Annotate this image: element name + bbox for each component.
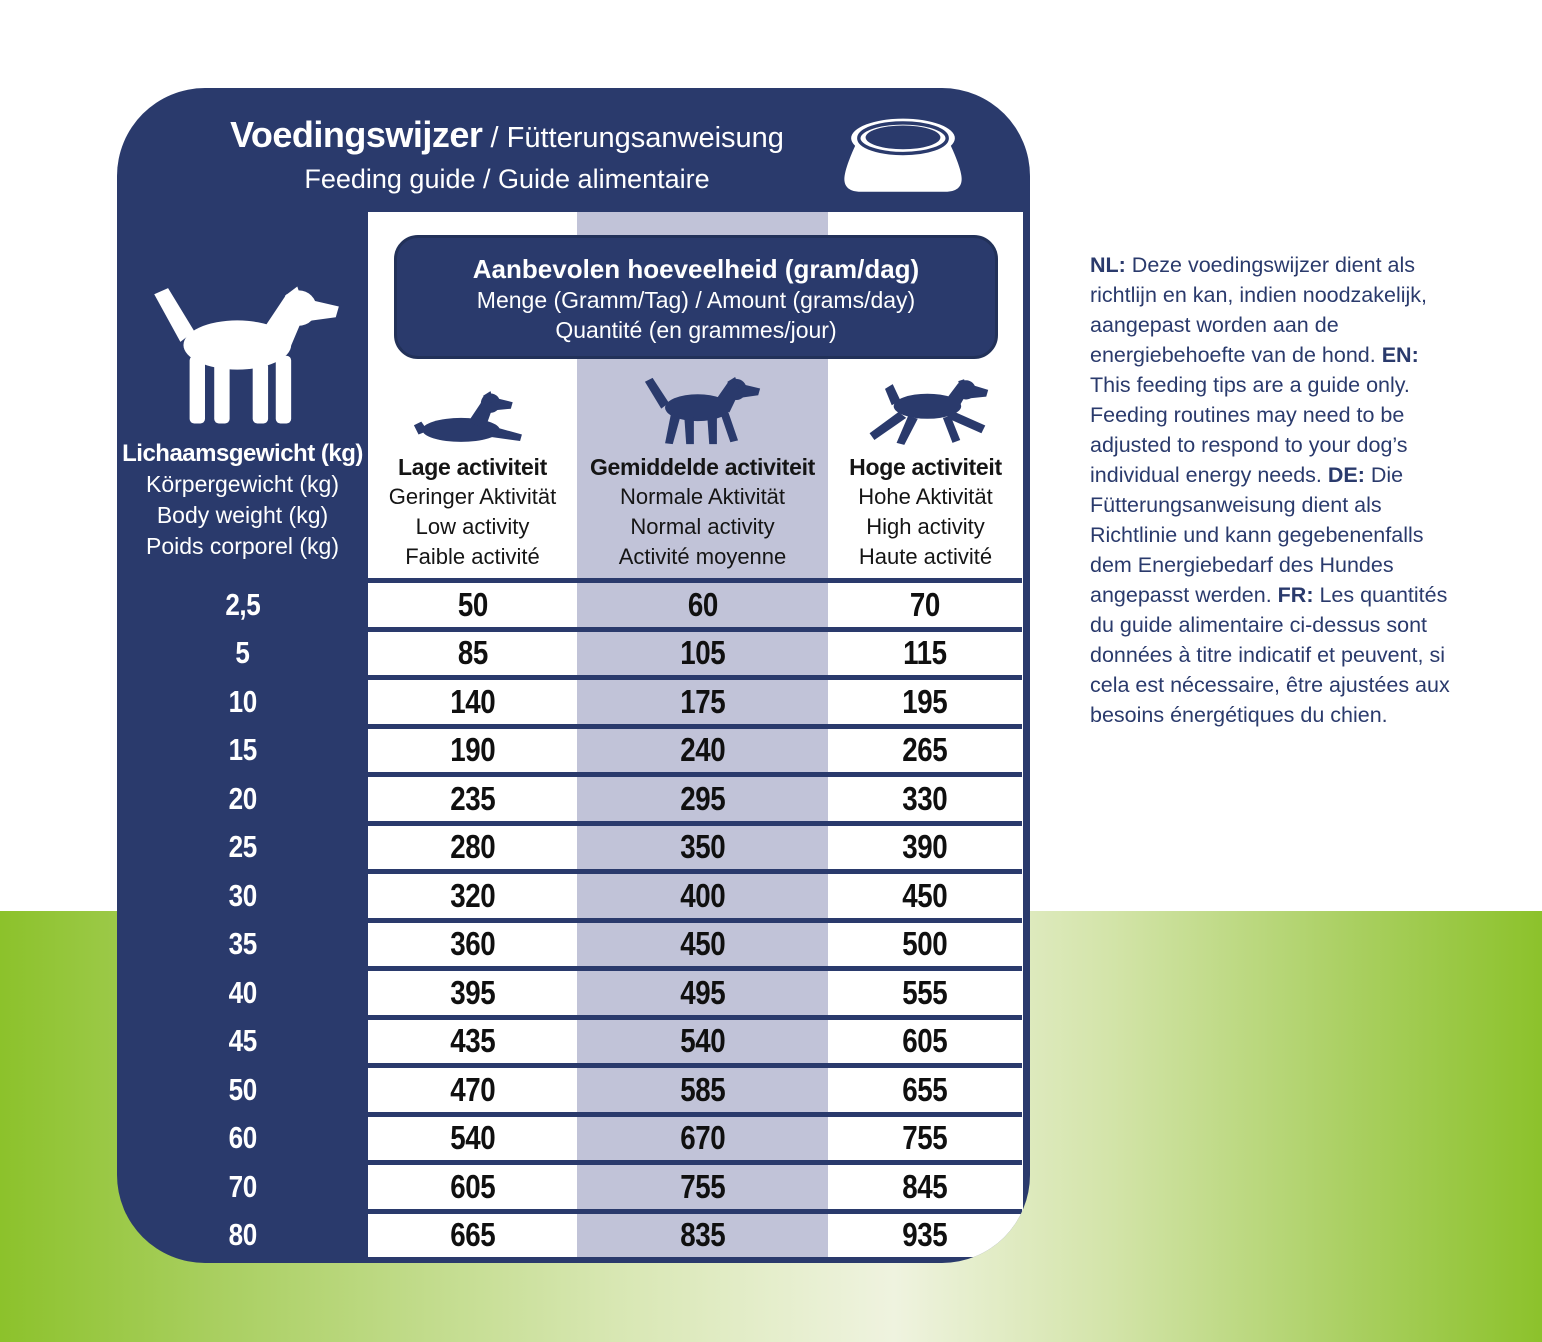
activity-column-header: [828, 364, 1023, 572]
low-activity-value: 435: [450, 1022, 495, 1060]
medium-activity-value: 105: [680, 634, 725, 672]
activity-label: Normale Aktivität: [619, 484, 786, 509]
activity-label: Normal activity: [630, 514, 775, 539]
table-row: [117, 772, 1022, 821]
weight-value: 40: [228, 974, 257, 1010]
activity-label: Geringer Aktivität: [388, 484, 557, 509]
medium-activity-value: 295: [680, 779, 725, 817]
table-row: [117, 869, 1022, 918]
high-activity-value: 450: [902, 876, 948, 914]
low-activity-value: 470: [450, 1070, 495, 1108]
low-activity-value: 605: [450, 1167, 495, 1205]
medium-activity-value: 240: [680, 731, 725, 769]
activity-label: Activité moyenne: [618, 544, 787, 569]
title-secondary: / Fütterungsanweisung: [482, 122, 784, 154]
medium-activity-value: 755: [680, 1167, 725, 1205]
weight-value: 30: [228, 877, 257, 913]
high-activity-value: 500: [902, 925, 948, 963]
activity-column-header: [577, 364, 828, 572]
weight-value: 60: [228, 1120, 257, 1156]
medium-activity-value: 400: [680, 876, 725, 914]
activity-label: Hoge activiteit: [849, 454, 1002, 480]
panel-title: [187, 114, 827, 195]
activity-label: Low activity: [415, 514, 530, 539]
table-row: [117, 821, 1022, 870]
language-label: EN:: [1381, 343, 1419, 367]
activity-label: Lage activiteit: [398, 454, 547, 480]
high-activity-value: 330: [902, 779, 948, 817]
feeding-table: [117, 578, 1022, 1257]
low-activity-value: 280: [450, 828, 495, 866]
high-activity-value: 605: [902, 1022, 948, 1060]
activity-label: Hohe Aktivität: [858, 484, 993, 509]
weight-value: 5: [235, 635, 250, 671]
low-activity-value: 235: [450, 779, 495, 817]
activity-label: Faible activité: [405, 544, 540, 569]
table-row: [117, 627, 1022, 676]
low-activity-value: 360: [450, 925, 495, 963]
high-activity-value: 935: [902, 1216, 948, 1254]
medium-activity-value: 495: [680, 973, 725, 1011]
language-label: FR:: [1277, 583, 1314, 607]
table-row: [117, 1063, 1022, 1112]
low-activity-value: 140: [450, 682, 495, 720]
weight-value: 2,5: [225, 586, 260, 622]
dog-running-icon: [858, 378, 993, 448]
low-activity-value: 50: [457, 585, 488, 623]
amount-header-box: [394, 235, 998, 359]
note-text: This feeding tips are a guide only. Feeding routines may need to be adjusted to respond to your dog’s individual energy needs.: [1090, 373, 1410, 487]
medium-activity-value: 450: [680, 925, 725, 963]
table-row: [117, 724, 1022, 773]
activity-label: Haute activité: [858, 544, 993, 569]
amount-header-line3: Quantité (en grammes/jour): [555, 317, 837, 343]
table-row: [117, 1015, 1022, 1064]
high-activity-value: 195: [902, 682, 948, 720]
medium-activity-value: 670: [680, 1119, 725, 1157]
weight-header-line: Lichaamsgewicht (kg): [122, 440, 363, 467]
high-activity-value: 115: [903, 634, 947, 672]
high-activity-value: 655: [902, 1070, 948, 1108]
weight-value: 35: [228, 926, 257, 962]
guideline-note: [1090, 250, 1450, 730]
activity-label: Gemiddelde activiteit: [589, 454, 816, 480]
medium-activity-value: 835: [680, 1216, 725, 1254]
table-row: [117, 918, 1022, 967]
weight-value: 10: [228, 683, 257, 719]
table-row: [117, 1209, 1022, 1258]
weight-value: 25: [228, 829, 257, 865]
weight-value: 45: [228, 1023, 257, 1059]
weight-column-header: [117, 438, 368, 562]
medium-activity-value: 350: [680, 828, 725, 866]
table-row: [117, 578, 1022, 627]
weight-header-line: Body weight (kg): [156, 502, 329, 528]
table-row: [117, 675, 1022, 724]
low-activity-value: 395: [450, 973, 495, 1011]
table-row: [117, 1112, 1022, 1161]
weight-value: 50: [228, 1071, 257, 1107]
activity-column-header: [368, 364, 577, 572]
amount-header-line1: Aanbevolen hoeveelheid (gram/dag): [472, 254, 920, 284]
weight-header-line: Poids corporel (kg): [145, 533, 340, 559]
title-subtitle: Feeding guide / Guide alimentaire: [304, 164, 710, 194]
activity-label: High activity: [866, 514, 985, 539]
dog-walking-icon: [638, 376, 768, 448]
high-activity-value: 390: [902, 828, 948, 866]
language-label: NL:: [1090, 253, 1126, 277]
high-activity-value: 845: [902, 1167, 948, 1205]
medium-activity-value: 585: [680, 1070, 725, 1108]
table-row: [117, 966, 1022, 1015]
weight-value: 15: [228, 732, 257, 768]
medium-activity-value: 60: [687, 585, 718, 623]
high-activity-value: 555: [902, 973, 948, 1011]
dog-bowl-icon: [835, 98, 971, 198]
high-activity-value: 755: [902, 1119, 948, 1157]
activity-dog-icon-wrap: [368, 364, 577, 448]
weight-value: 70: [228, 1168, 257, 1204]
medium-activity-value: 175: [680, 682, 725, 720]
feeding-guide-panel: [117, 88, 1030, 1263]
low-activity-value: 190: [450, 731, 495, 769]
activity-dog-icon-wrap: [577, 364, 828, 448]
dog-lying-icon: [413, 386, 533, 448]
low-activity-value: 85: [457, 634, 488, 672]
low-activity-value: 540: [450, 1119, 495, 1157]
title-line: [187, 114, 827, 156]
weight-value: 80: [228, 1217, 257, 1253]
title-main: Voedingswijzer: [230, 114, 483, 155]
note-text: Deze voedingswijzer dient als richtlijn en kan, indien noodzakelijk, aangepast worden aan de energiebehoefte van de hond.: [1090, 253, 1428, 367]
low-activity-value: 320: [450, 876, 495, 914]
note-segment: [1090, 253, 1427, 367]
low-activity-value: 665: [450, 1216, 495, 1254]
weight-value: 20: [228, 780, 257, 816]
table-row: [117, 1160, 1022, 1209]
weight-header-line: Körpergewicht (kg): [145, 471, 340, 497]
note-text: Die Fütterungsanweisung dient als Richtlinie und kann gegebenenfalls dem Energiebedarf des Hundes angepasst werden.: [1090, 463, 1424, 607]
activity-dog-icon-wrap: [828, 364, 1023, 448]
high-activity-value: 265: [902, 731, 948, 769]
note-text: Les quantités du guide alimentaire ci-dessus sont données à titre indicatif et peuvent, si cela est nécessaire, être ajustées aux besoins énergétiques du chien.: [1090, 583, 1450, 727]
language-label: DE:: [1327, 463, 1365, 487]
amount-header-line2: Menge (Gramm/Tag) / Amount (grams/day): [476, 287, 916, 313]
dog-standing-icon: [145, 280, 345, 430]
medium-activity-value: 540: [680, 1022, 725, 1060]
high-activity-value: 70: [909, 585, 941, 623]
